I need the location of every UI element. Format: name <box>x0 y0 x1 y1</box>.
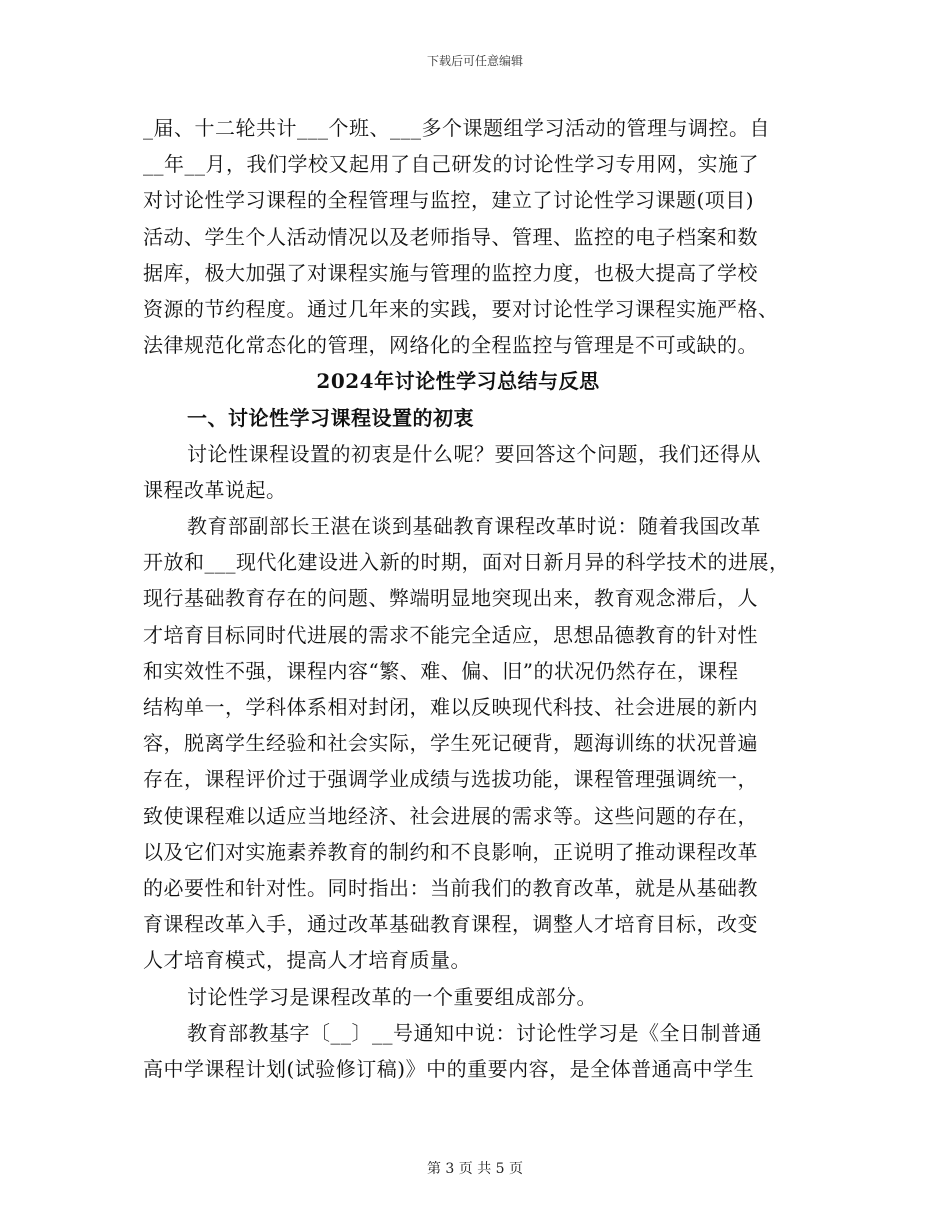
text-line: 法律规范化常态化的管理，网络化的全程监控与管理是不可或缺的。 <box>143 333 758 358</box>
page-header-note: 下载后可任意编辑 <box>426 54 523 68</box>
text-line: 致使课程难以适应当地经济、社会进展的需求等。这些问题的存在， <box>143 803 758 828</box>
text-line: _届、十二轮共计___个班、___多个课题组学习活动的管理与调控。自 <box>143 116 770 140</box>
text-line: 的必要性和针对性。同时指出：当前我们的教育改革，就是从基础教 <box>143 875 758 900</box>
section-heading: 一、讨论性学习课程设置的初衷 <box>187 405 474 430</box>
text-line: 才培育目标同时代进展的需求不能完全适应，思想品德教育的针对性 <box>143 622 758 647</box>
text-line: 存在，课程评价过于强调学业成绩与选拔功能，课程管理强调统一， <box>143 767 758 792</box>
text-line: 资源的节约程度。通过几年来的实践，要对讨论性学习课程实施严格、 <box>143 296 779 321</box>
paragraph-start: 教育部副部长王湛在谈到基础教育课程改革时说：随着我国改革 <box>187 514 761 539</box>
paragraph-start: 教育部教基字〔__〕__号通知中说：讨论性学习是《全日制普通 <box>187 1020 762 1045</box>
paragraph-start: 讨论性学习是课程改革的一个重要组成部分。 <box>187 984 597 1009</box>
text-line: 课程改革说起。 <box>143 477 287 502</box>
text-line: 育课程改革入手，通过改革基础教育课程，调整人才培育目标，改变 <box>143 912 758 937</box>
document-body <box>143 110 823 1087</box>
text-line: 结构单一，学科体系相对封闭，难以反映现代科技、社会进展的新内 <box>143 695 758 719</box>
text-line: 开放和___现代化建设进入新的时期，面对日新月异的科学技术的进展， <box>143 550 790 575</box>
text-line: 现行基础教育存在的问题、弊端明显地突现出来，教育观念滞后，人 <box>143 586 758 611</box>
text-line: 人才培育模式，提高人才培育质量。 <box>143 948 471 973</box>
text-line: 对讨论性学习课程的全程管理与监控，建立了讨论性学习课题(项目) <box>143 188 755 213</box>
document-title: 2024年讨论性学习总结与反思 <box>316 369 600 394</box>
text-line: 活动、学生个人活动情况以及老师指导、管理、监控的电子档案和数 <box>143 224 758 249</box>
paragraph-start: 讨论性课程设置的初衷是什么呢？要回答这个问题，我们还得从 <box>187 441 761 466</box>
text-line: 以及它们对实施素养教育的制约和不良影响，正说明了推动课程改革 <box>143 839 758 864</box>
page-number: 第 3 页 共 5 页 <box>426 1161 524 1177</box>
text-line: 和实效性不强，课程内容“繁、难、偏、旧”的状况仍然存在，课程 <box>143 658 739 683</box>
text-line: 高中学课程计划(试验修订稿)》中的重要内容，是全体普通高中学生 <box>143 1056 755 1081</box>
text-line: 容，脱离学生经验和社会实际，学生死记硬背，题海训练的状况普遍 <box>143 731 758 756</box>
text-line: 据库，极大加强了对课程实施与管理的监控力度，也极大提高了学校 <box>143 260 758 285</box>
text-line: __年__月，我们学校又起用了自己研发的讨论性学习专用网，实施了 <box>143 152 759 177</box>
